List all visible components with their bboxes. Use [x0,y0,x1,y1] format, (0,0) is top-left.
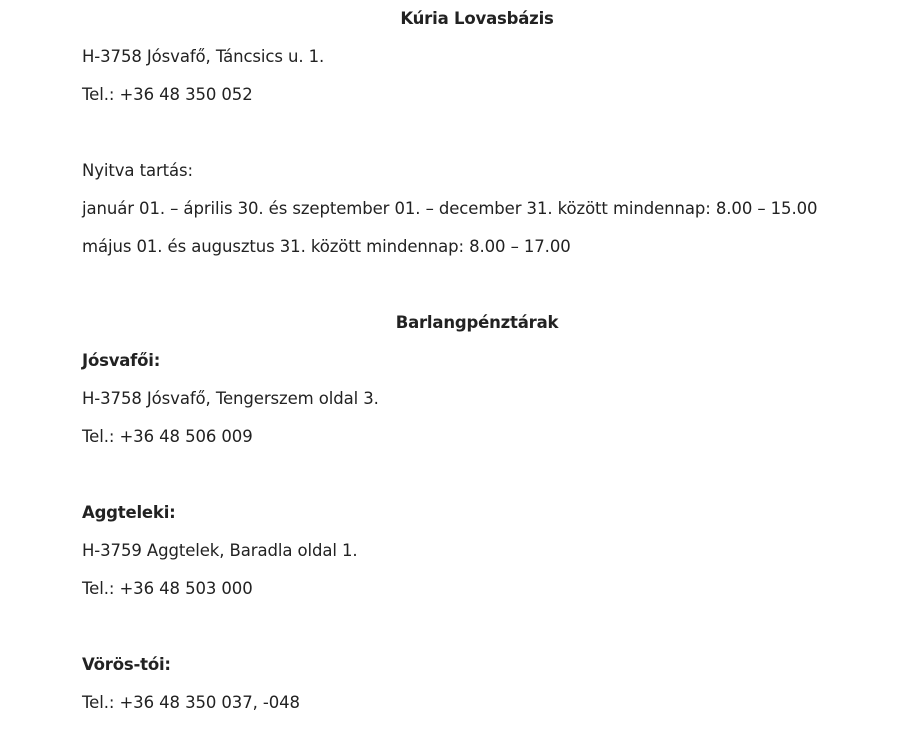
ticket-offices-title: Barlangpénztárak [395,313,559,332]
spacer [82,114,872,152]
kuria-phone: Tel.: +36 48 350 052 [82,85,253,104]
aggtelek-office-address: H-3759 Aggtelek, Baradla oldal 1. [82,541,358,560]
spacer [82,266,872,304]
aggtelek-office-phone: Tel.: +36 48 503 000 [82,579,253,598]
opening-hours-label: Nyitva tartás: [82,161,193,180]
spacer [82,456,872,494]
vorosto-office-phone: Tel.: +36 48 350 037, -048 [82,693,300,712]
contact-content [82,0,872,722]
spacer [82,608,872,646]
kuria-address: H-3758 Jósvafő, Táncsics u. 1. [82,47,325,66]
josvafo-office-phone: Tel.: +36 48 506 009 [82,427,253,446]
vorosto-office-name: Vörös-tói: [82,655,171,674]
aggtelek-office-name: Aggteleki: [82,503,176,522]
opening-hours-line-2: május 01. és augusztus 31. között mindennap: 8.00 – 17.00 [82,237,571,256]
opening-hours-line-1: január 01. – április 30. és szeptember 01. – december 31. között mindennap: 8.00 – 15.00 [82,199,818,218]
josvafo-office-address: H-3758 Jósvafő, Tengerszem oldal 3. [82,389,379,408]
kuria-title: Kúria Lovasbázis [400,9,554,28]
josvafo-office-name: Jósvafői: [82,351,161,370]
